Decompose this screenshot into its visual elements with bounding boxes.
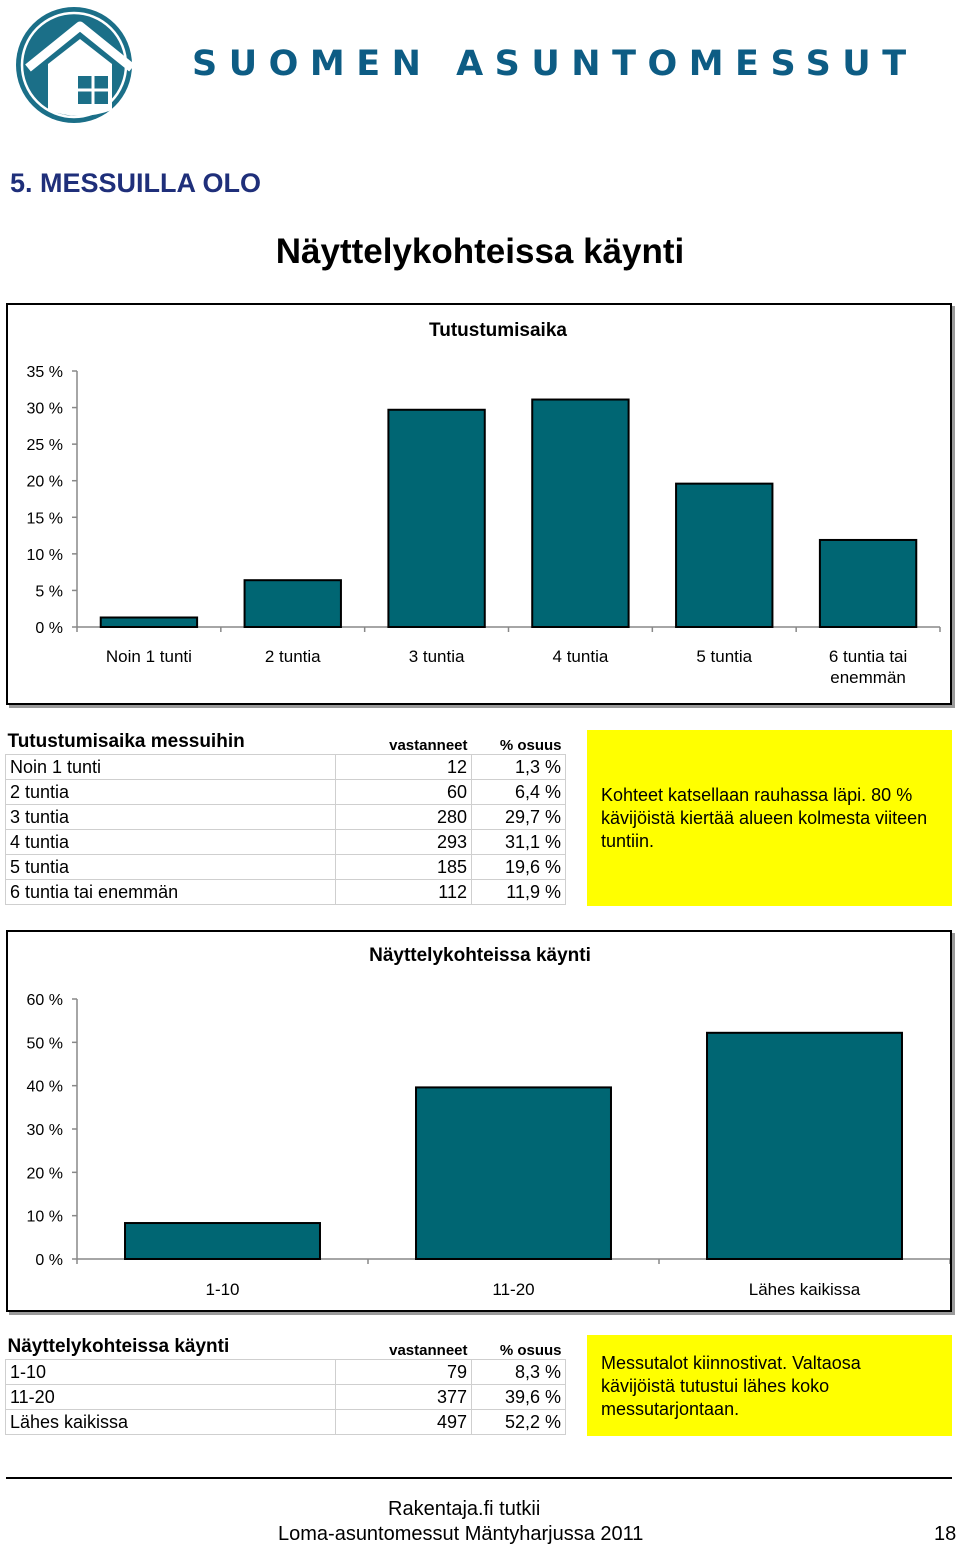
house-logo-icon [6,4,142,126]
footer-divider [6,1477,952,1479]
y-tick-label: 20 % [26,473,63,491]
bar-5-tuntia [676,484,772,627]
category-label: 2 tuntia [264,647,321,666]
table-row [6,880,566,905]
cell-count: 185 [336,855,472,880]
table-row [6,805,566,830]
cell-pct: 31,1 % [472,830,566,855]
column-header-count: vastanneet [389,1342,468,1359]
cell-count: 79 [336,1360,472,1385]
cell-pct: 11,9 % [472,880,566,905]
bar-1-10 [125,1223,320,1259]
table-title: Näyttelykohteissa käynti [7,1336,230,1357]
cell-count: 280 [336,805,472,830]
cell-label: 6 tuntia tai enemmän [6,880,336,905]
y-tick-label: 10 % [26,546,63,564]
page-title: Näyttelykohteissa käynti [275,232,685,271]
bar-3-tuntia [388,410,484,627]
cell-count: 112 [336,880,472,905]
cell-count: 293 [336,830,472,855]
chart-title: Näyttelykohteissa käynti [369,945,591,966]
category-label: Lähes kaikissa [748,1280,861,1299]
y-tick-label: 0 % [35,620,63,637]
cell-count: 60 [336,780,472,805]
cell-label: 2 tuntia [6,780,336,805]
bar-6-tuntia-tai-enemmän [820,540,916,627]
y-tick-label: 30 % [26,1122,63,1139]
category-label: 3 tuntia [408,647,465,666]
note-box: Messutalot kiinnostivat. Valtaosa kävijöistä tutustui lähes koko messutarjontaan. [587,1335,952,1436]
cell-label: 11-20 [6,1385,336,1410]
cell-pct: 19,6 % [472,855,566,880]
table-header-row [6,1335,566,1360]
cell-pct: 6,4 % [472,780,566,805]
table-nayttelykohteissa [5,1335,566,1435]
footer-line-1: Rakentaja.fi tutkii [388,1498,541,1520]
category-label: enemmän [830,668,906,687]
bar-2-tuntia [245,580,341,627]
category-label: 4 tuntia [552,647,609,666]
table-title: Tutustumisaika messuihin [7,731,245,752]
cell-label: Lähes kaikissa [6,1410,336,1435]
y-tick-label: 40 % [26,1078,63,1096]
cell-pct: 52,2 % [472,1410,566,1435]
chart-title: Tutustumisaika [429,320,567,341]
y-tick-label: 20 % [26,1165,63,1183]
cell-label: 4 tuntia [6,830,336,855]
table-row [6,1385,566,1410]
y-tick-label: 35 % [26,364,63,381]
table-row [6,830,566,855]
category-label: Noin 1 tunti [105,647,192,666]
note-box: Kohteet katsellaan rauhassa läpi. 80 % kävijöistä kiertää alueen kolmesta viiteen tuntiin. [587,730,952,906]
y-tick-label: 15 % [26,510,63,528]
cell-pct: 8,3 % [472,1360,566,1385]
cell-pct: 1,3 % [472,755,566,780]
brand-name: SUOMEN ASUNTOMESSUT [192,44,918,84]
y-tick-label: 10 % [26,1208,63,1226]
bar-lähes-kaikissa [707,1033,902,1259]
table-row [6,1410,566,1435]
category-label: 5 tuntia [696,647,753,666]
section-heading: 5. MESSUILLA OLO [10,168,262,198]
column-header-percent: % osuus [499,1342,562,1359]
chart-tutustumisaika-svg [8,305,950,703]
cell-pct: 29,7 % [472,805,566,830]
table-header-row [6,730,566,755]
chart-tutustumisaika [6,303,952,705]
cell-label: 3 tuntia [6,805,336,830]
table-row [6,1360,566,1385]
y-tick-label: 25 % [26,437,63,455]
category-label: 11-20 [492,1280,535,1299]
table-tutustumisaika [5,730,566,905]
cell-count: 497 [336,1410,472,1435]
cell-label: 5 tuntia [6,855,336,880]
cell-pct: 39,6 % [472,1385,566,1410]
y-tick-label: 5 % [35,583,63,601]
bar-11-20 [416,1087,611,1259]
bar-noin-1-tunti [101,617,197,627]
table-row [6,755,566,780]
category-label: 1-10 [205,1280,240,1299]
column-header-percent: % osuus [499,737,562,754]
column-header-count: vastanneet [389,737,468,754]
table-row [6,780,566,805]
chart-nayttelykohteissa-svg [8,932,950,1310]
y-tick-label: 0 % [35,1252,63,1269]
cell-count: 377 [336,1385,472,1410]
cell-count: 12 [336,755,472,780]
table-row [6,855,566,880]
category-label: 6 tuntia tai [828,647,908,666]
chart-nayttelykohteissa [6,930,952,1312]
y-tick-label: 50 % [26,1035,63,1053]
cell-label: 1-10 [6,1360,336,1385]
page-number: 18 [934,1523,957,1545]
cell-label: Noin 1 tunti [6,755,336,780]
bar-4-tuntia [532,400,628,627]
y-tick-label: 30 % [26,400,63,418]
footer-line-2: Loma-asuntomessut Mäntyharjussa 2011 [278,1523,644,1545]
y-tick-label: 60 % [26,992,63,1009]
